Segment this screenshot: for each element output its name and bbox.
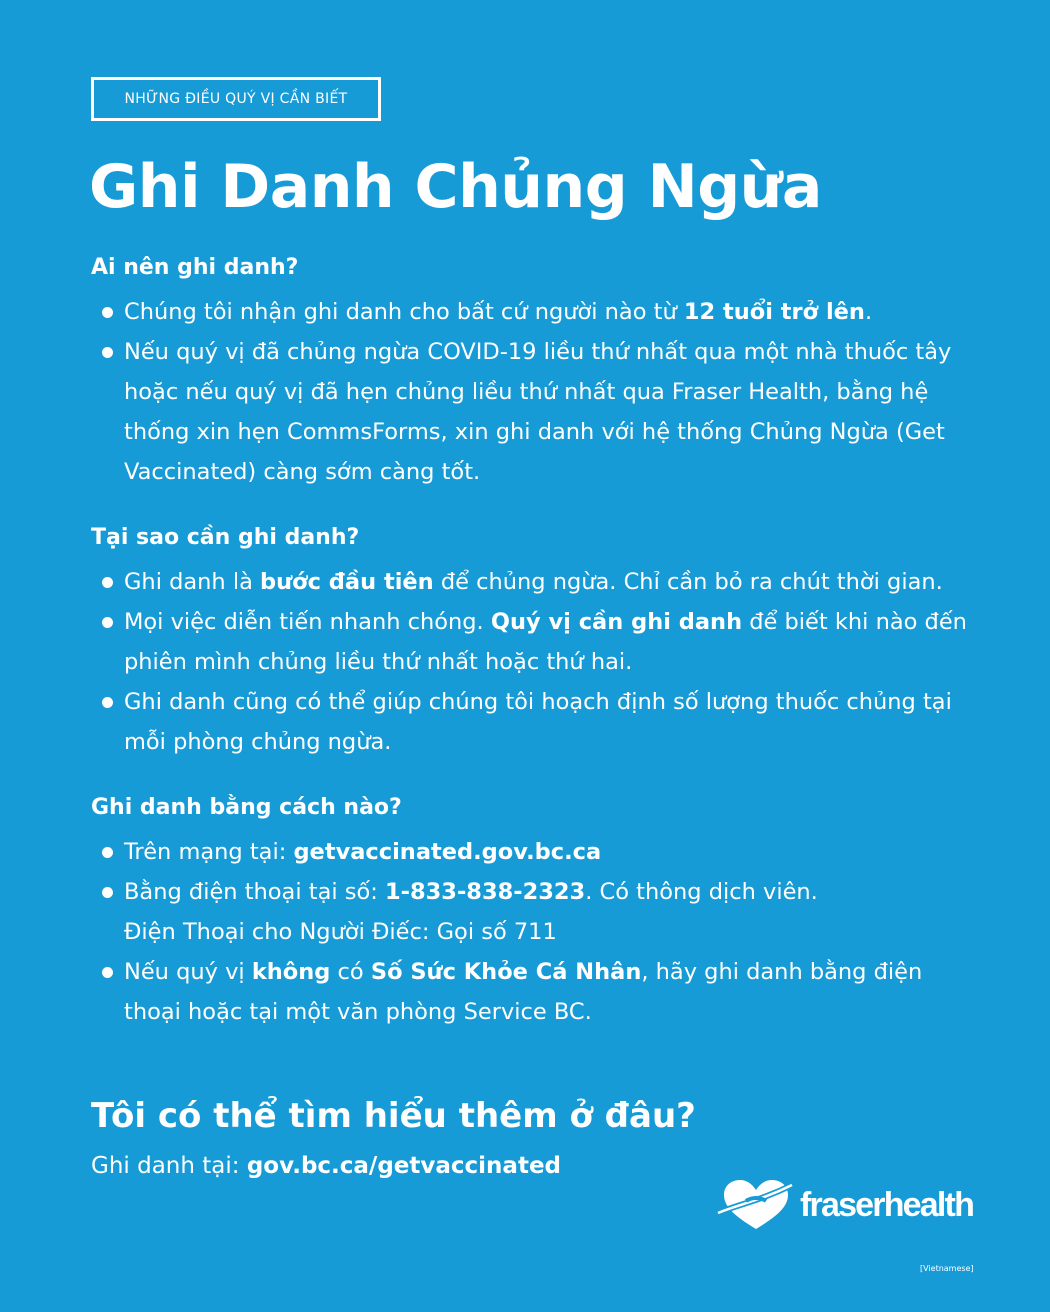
- bold-text: Quý vị cần ghi danh: [490, 609, 743, 635]
- text-segment: Nếu quý vị đã chủng ngừa COVID-19 liều thứ nhất qua một nhà thuốc tây hoặc nếu quý vị đã hẹn chủng liều thứ nhất qua Fraser Health, bằng hệ thống xin hẹn CommsForms, xin ghi danh với hệ thống Chủng Ngừa (Get Vaccinated) càng sớm càng tốt.: [124, 339, 952, 485]
- text-segment: để chủng ngừa. Chỉ cần bỏ ra chút thời gian.: [433, 569, 943, 595]
- language-note: [Vietnamese]: [920, 1264, 974, 1273]
- text-segment: Ghi danh là: [124, 569, 261, 595]
- text-segment: Mọi việc diễn tiến nhanh chóng.: [124, 609, 491, 635]
- text-segment: để biết khi nào đến phiên mình chủng liều thứ nhất hoặc thứ hai.: [124, 609, 967, 675]
- text-segment: Trên mạng tại:: [124, 839, 294, 865]
- page-title: Ghi Danh Chủng Ngừa: [89, 152, 822, 222]
- learn-more-link[interactable]: gov.bc.ca/getvaccinated: [246, 1153, 562, 1179]
- bullet-item: [91, 872, 981, 952]
- bullet-list: [91, 292, 981, 492]
- section-heading: Ai nên ghi danh?: [91, 255, 299, 280]
- bold-text: getvaccinated.gov.bc.ca: [293, 839, 602, 865]
- bullet-item: [91, 332, 981, 492]
- text-segment: Chúng tôi nhận ghi danh cho bất cứ người nào từ: [124, 299, 684, 325]
- fraser-health-heart-icon: [716, 1175, 796, 1235]
- section-heading: Ghi danh bằng cách nào?: [91, 795, 402, 820]
- bullet-list: [91, 832, 981, 1032]
- text-segment: .: [864, 299, 873, 325]
- bold-text: không: [251, 959, 331, 985]
- learn-more-prefix: Ghi danh tại:: [91, 1153, 247, 1179]
- section: [91, 518, 981, 762]
- bold-text: 1-833-838-2323: [384, 879, 586, 905]
- text-segment: có: [330, 959, 371, 985]
- bullet-item: [91, 952, 981, 1032]
- text-segment: Điện Thoại cho Người Điếc: Gọi số 711: [124, 919, 557, 945]
- text-segment: Nếu quý vị: [124, 959, 252, 985]
- bold-text: bước đầu tiên: [260, 569, 434, 595]
- section-heading: Tại sao cần ghi danh?: [91, 525, 360, 550]
- bullet-item: [91, 602, 981, 682]
- bold-text: 12 tuổi trở lên: [683, 299, 865, 325]
- learn-more-line: [91, 1146, 561, 1186]
- text-segment: , hãy ghi danh bằng điện thoại hoặc tại một văn phòng Service BC.: [124, 959, 923, 1025]
- info-tag-label: NHỮNG ĐIỀU QUÝ VỊ CẦN BIẾT: [124, 91, 348, 107]
- main-content: [91, 248, 981, 1058]
- fraser-health-logo: [716, 1175, 986, 1235]
- bullet-list: [91, 562, 981, 762]
- fraser-health-wordmark: fraserhealth: [800, 1185, 974, 1224]
- bullet-item: [91, 682, 981, 762]
- section: [91, 788, 981, 1032]
- text-segment: . Có thông dịch viên.: [585, 879, 818, 905]
- text-segment: Bằng điện thoại tại số:: [124, 879, 385, 905]
- bullet-item: [91, 562, 981, 602]
- learn-more-heading: Tôi có thể tìm hiểu thêm ở đâu?: [91, 1096, 696, 1136]
- bold-text: Số Sức Khỏe Cá Nhân: [370, 959, 642, 985]
- info-tag: [91, 77, 381, 121]
- bullet-item: [91, 292, 981, 332]
- section: [91, 248, 981, 492]
- bullet-item: [91, 832, 981, 872]
- text-segment: Ghi danh cũng có thể giúp chúng tôi hoạch định số lượng thuốc chủng tại mỗi phòng chủng ngừa.: [124, 689, 952, 755]
